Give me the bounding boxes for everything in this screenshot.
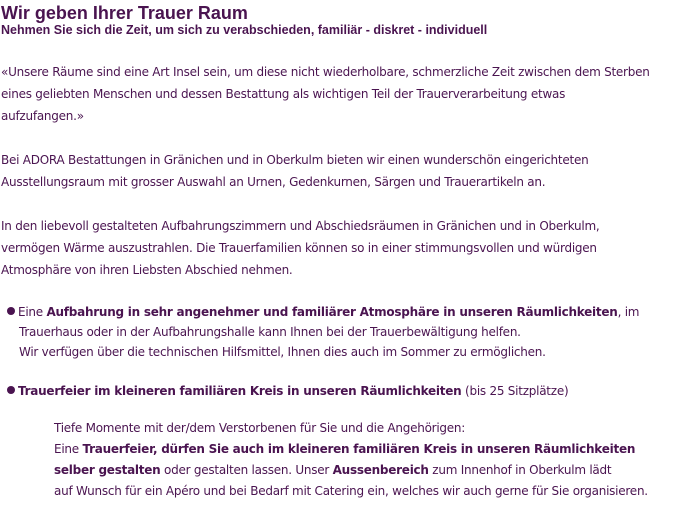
bullet-line [7,381,693,401]
ceremony-text: oder gestalten lassen. Unser [160,463,333,477]
quote-line: aufzufangen.» [1,109,84,123]
quote-line: «Unsere Räume sind eine Art Insel sein, um diese nicht wiederholbare, schmerzliche Zeit zwischen dem Sterben [1,65,650,79]
bullet-line [7,302,693,322]
ceremony-bold-text: Aussenbereich [332,463,429,477]
intro-line: Ausstellungsraum mit grosser Auswahl an Urnen, Gedenkurnen, Särgen und Trauerartikeln an. [1,175,546,189]
intro-paragraph [1,149,691,193]
rooms-paragraph [1,215,691,281]
rooms-line: vermögen Wärme auszustrahlen. Die Trauerfamilien können so in einer stimmungsvollen und würdigen [1,241,597,255]
ceremony-line [54,439,693,460]
bullet-line: Wir verfügen über die technischen Hilfsmittel, Ihnen dies auch im Sommer zu ermöglichen. [19,345,546,359]
bullet-dot-icon [7,307,15,315]
ceremony-line: Tiefe Momente mit der/dem Verstorbenen für Sie und die Angehörigen: [54,421,466,435]
page-subtitle: Nehmen Sie sich die Zeit, um sich zu verabschieden, familiär - diskret - individuell [1,23,488,37]
bullet-text: , im [617,305,640,319]
bullet-text: (bis 25 Sitzplätze) [461,384,569,398]
bullet-bold-text: Aufbahrung in sehr angenehmer und familiärer Atmosphäre in unseren Räumlichkeiten [46,305,618,319]
ceremony-paragraph [54,418,693,502]
bullet-line: Trauerhaus oder in der Aufbahrungshalle kann Ihnen bei der Trauerbewältigung helfen. [19,325,521,339]
ceremony-text: zum Innenhof in Oberkulm lädt [428,463,612,477]
quote-paragraph [1,61,691,127]
bullet-bold-text: Trauerfeier im kleineren familiären Kreis in unseren Räumlichkeiten [18,384,462,398]
ceremony-bold-text: selber gestalten [54,463,161,477]
bullet-dot-icon [7,386,15,394]
ceremony-text: Eine [54,442,83,456]
ceremony-bold-text: Trauerfeier, dürfen Sie auch im kleineren familiären Kreis in unseren Räumlichkeiten [82,442,636,456]
page-title: Wir geben Ihrer Trauer Raum [1,3,248,23]
rooms-line: In den liebevoll gestalteten Aufbahrungszimmern und Abschiedsräumen in Gränichen und in Oberkulm, [1,219,600,233]
bullet-trauerfeier [7,381,693,401]
ceremony-line: auf Wunsch für ein Apéro und bei Bedarf mit Catering ein, welches wir auch gerne für Sie organisieren. [54,484,648,498]
rooms-line: Atmosphäre von ihren Liebsten Abschied nehmen. [1,263,293,277]
intro-line: Bei ADORA Bestattungen in Gränichen und in Oberkulm bieten wir einen wunderschön eingerichteten [1,153,589,167]
bullet-text: Eine [18,305,47,319]
quote-line: eines geliebten Menschen und dessen Bestattung als wichtigen Teil der Trauerverarbeitung etwas [1,87,566,101]
bullet-aufbahrung [7,302,693,362]
ceremony-line [54,460,693,481]
